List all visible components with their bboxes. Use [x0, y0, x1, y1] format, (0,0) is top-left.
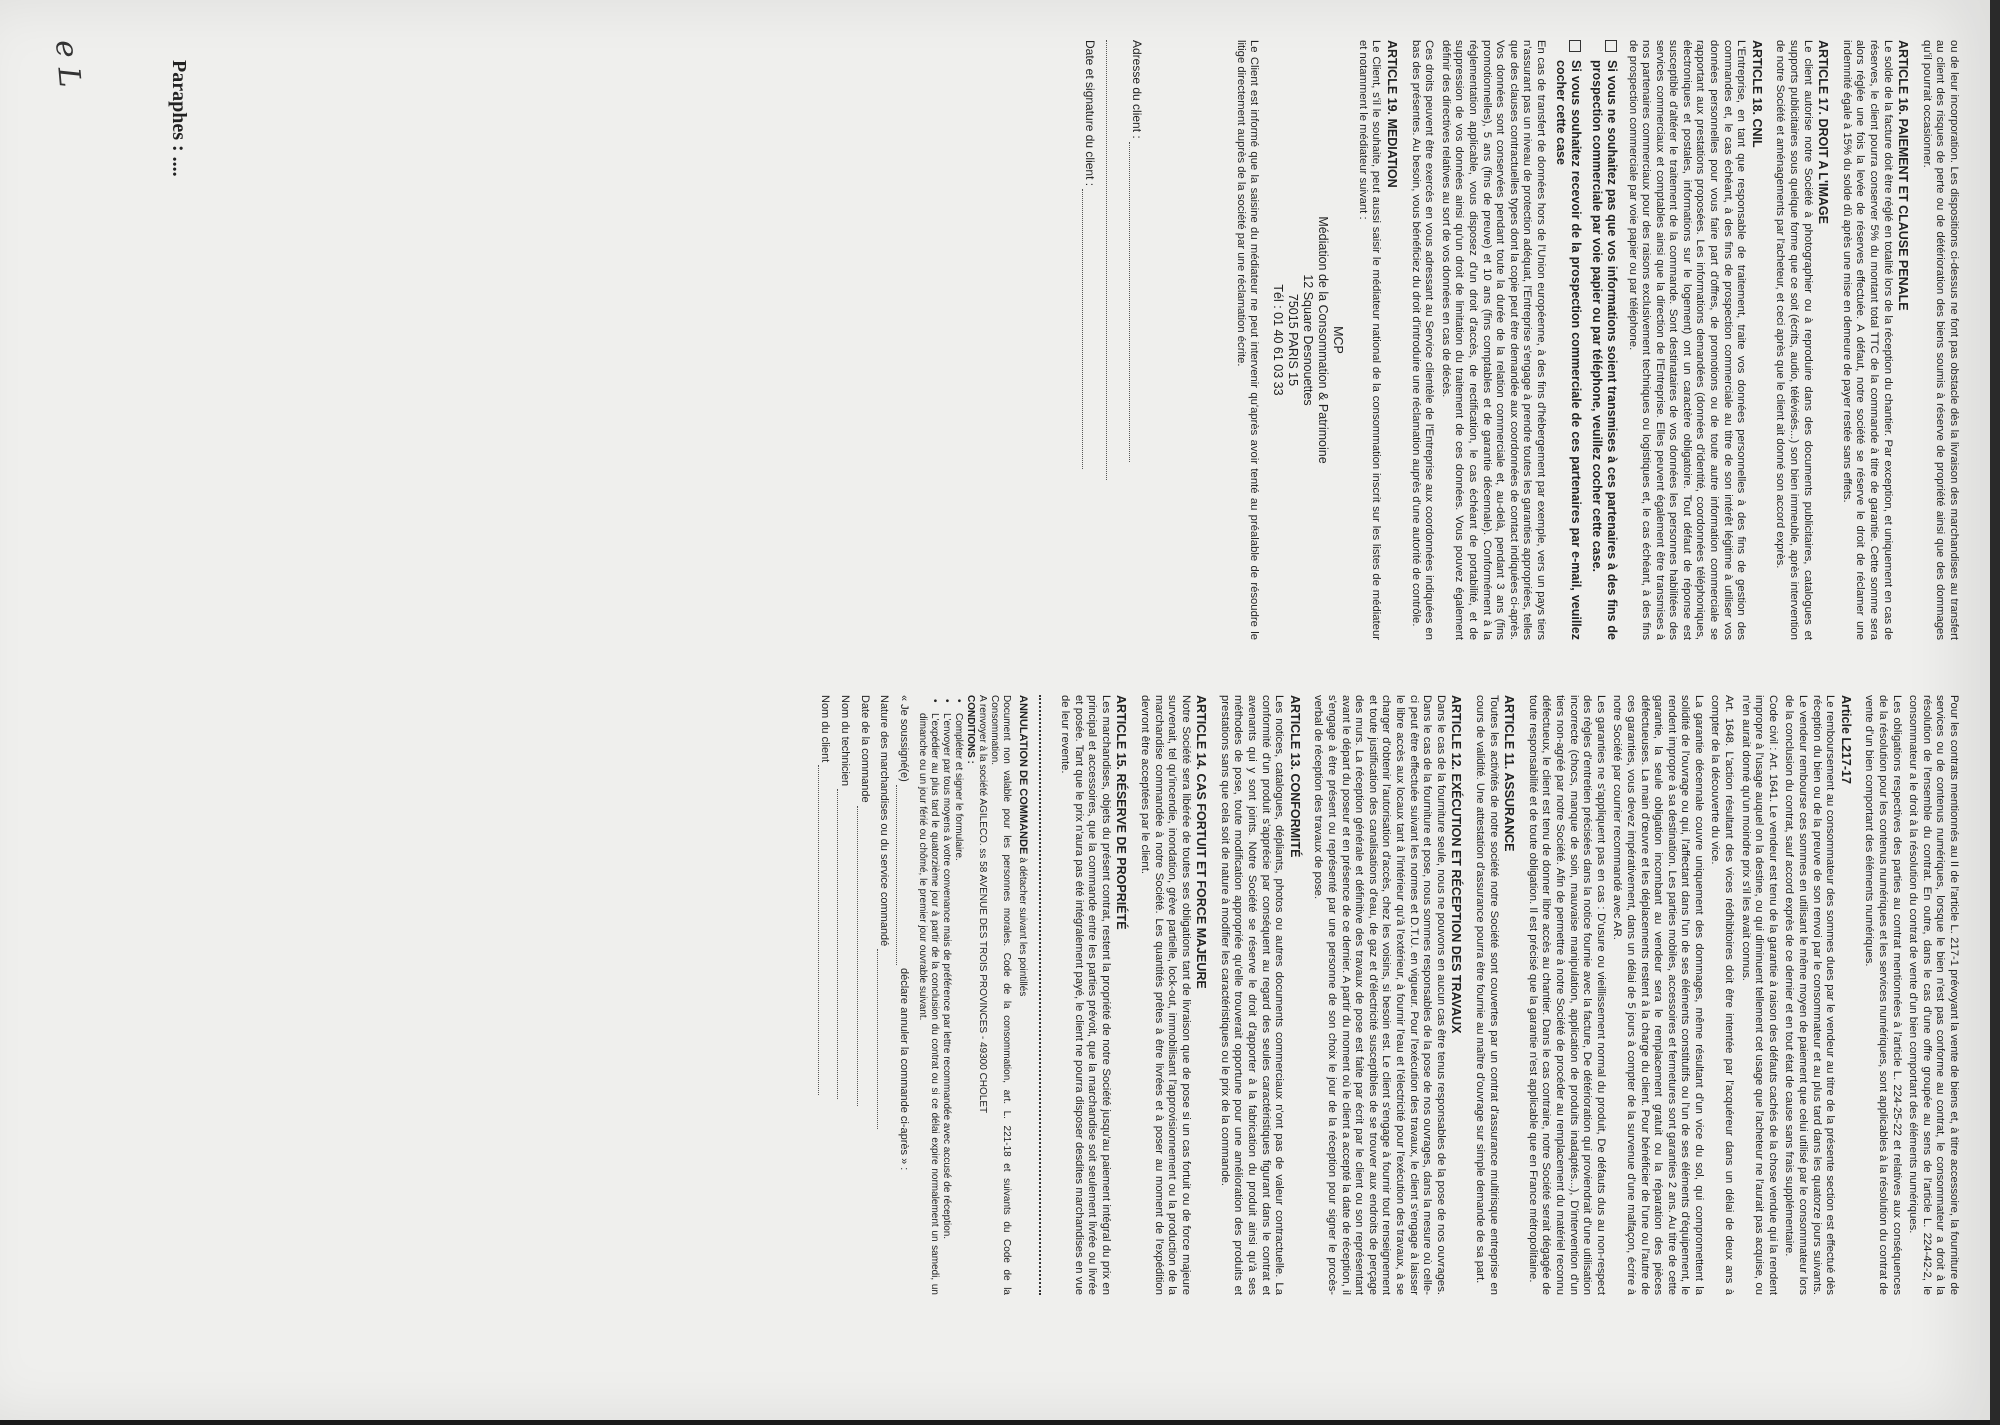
- mediator-address-block: [1270, 40, 1345, 640]
- nature-label: Nature des marchandises ou du service commandé: [878, 695, 891, 947]
- checkbox-partners-paper-label: Si vous ne souhaitez pas que vos informations soient transmises à ces partenaires à des fins de prospection commerciale par voie papier ou par téléphone, veuillez cocher cette case.: [1589, 60, 1619, 640]
- intro-paragraph: Pour les contrats mentionnés au II de l'article L. 217-1 prévoyant la vente de biens et, à titre accessoire, la fourniture de services ou de contenus numériques, lorsque le bien n'est pas conforme au contrat, le consommateur a droit à la résolution de l'ensemble du contrat. En outre, dans le cas d'une offre groupée au sens de l'article L. 224-42-2, le consommateur a le droit à la résolution du contrat de vente d'un bien comportant des éléments numériques.: [1907, 695, 1960, 1295]
- declare-prefix: « Je soussigné(e): [897, 695, 910, 782]
- article-11-text: Toutes les activités de notre société notre Société sont couvertes par un contrat d'assurance multirisque entreprise en cours de validité. Une attestation d'assurance pourra être fournie au maître d'ouvrage sur simple demande de sa part.: [1474, 695, 1500, 1295]
- mediator-org: Médiation de la Consommation & Patrimoine: [1316, 216, 1331, 464]
- form-conditions-label: CONDITIONS :: [964, 695, 976, 764]
- article-l217-17-text: Le remboursement au consommateur des sommes dues par le vendeur au titre de la présente section est effectué dès réception du bien ou de la preuve de son renvoi par le consommateur et au plus tard dans les quatorze jours suivants. Le vendeur rembourse ces sommes en utilisant le même moyen de paiement que celui utilisé par le consommateur lors de la conclusion du contrat, sauf accord exprès de ce dernier et en tout état de cause sans frais supplémentaire.: [1783, 695, 1837, 1295]
- reserve-continuation: ou de leur incorporation. Les dispositions ci-dessus ne font pas obstacle dès la livraison des marchandises au transfert au client des risques de perte ou de détérioration des biens soumis à réserve de propriété ainsi que des dommages qu'il pourrait occasionner.: [1920, 40, 1960, 640]
- article-16-text: Le solde de la facture doit être réglé en totalité lors de la réception du chantier. Par exception, et uniquement en cas de réserves, le client pourra conserver 5% du montant total TTC de la commande à titre de garantie. Cette somme sera alors réglée une fois la levée de réserves effectuée. A défaut, notre société se réserve le droit de réclamer une indemnité égale à 15% du solde dû après une mise en demeure de payer restée sans effets.: [1840, 40, 1894, 640]
- client-field[interactable]: [818, 765, 830, 1095]
- address-field-line-2[interactable]: [1106, 40, 1118, 480]
- checkbox-row-partners-email: [1553, 40, 1583, 640]
- mediator-city: 75015 PARIS 15: [1286, 293, 1301, 387]
- article-12-text: Dans le cas de la fourniture seule, nous ne pouvons en aucun cas être tenus responsables de la pose de nos ouvrages. Dans le cas de la fourniture et pose, nous sommes responsables de la pose de nos ouvrages, dans la mesure où celle-ci peut être effectuée suivant les normes et D.T.U. en vigueur. Pour l'exécution des travaux, le client s'engage à laisser le libre accès aux locaux tant à l'intérieur qu'à l'extérieur, à fournir l'eau et l'électricité pour l'exécution des travaux, à se charger d'obtenir l'autorisation d'accès, chez les voisins, si besoin est. Le client s'engage à fournir tout renseignement et toute justification des canalisations d'eau, de gaz et d'électricité susceptibles de se trouver aux endroits de perçage des murs. La réception générale et définitive des travaux de pose est faite par écrit par le client ou son représentant avant le départ du poseur et en présence de ce dernier. A partir du moment où le client a accepté la date de réception, il s'engage à être présent ou représenté par une personne de son choix le jour de la réception pour signer le procès-verbal de réception des travaux de pose.: [1312, 695, 1447, 1295]
- date-row: [857, 695, 871, 1295]
- soussigne-field[interactable]: [896, 785, 908, 965]
- technicien-label: Nom du technicien: [839, 695, 851, 787]
- checkbox-partners-email[interactable]: [1569, 40, 1581, 52]
- signature-label: Date et signature du client :: [1082, 40, 1097, 187]
- rights-paragraph: Ces droits peuvent être exercés en vous adressant au Service clientèle de l'Entreprise aux coordonnées indiquées en bas des présentes. Au besoin, vous bénéficiez du droit d'introduire une réclamation auprès d'une autorité de contrôle.: [1409, 40, 1436, 640]
- article-17-text: Le client autorise notre Société à photographier ou à reproduire dans des documents publicitaires, catalogues et supports publicitaires sous quelque forme que ce soit (écrits, audio, télévisés...) son bien immeuble, après intervention de notre Société et aménagements par l'acheteur, et ceci après que le client ait donné son accord exprès.: [1774, 40, 1814, 640]
- article-14-title: ARTICLE 14. CAS FORTUIT ET FORCE MAJEURE: [1194, 695, 1209, 989]
- mediation-closing: Le Client est informé que la saisine du médiateur ne peut intervenir qu'après avoir tenté au préalable de résoudre le litige directement auprès de la société par une réclamation écrite.: [1234, 40, 1261, 640]
- client-label: Nom du client: [819, 695, 832, 763]
- form-condition-3: • L'expédier au plus tard le quatorzième jour à partir de la conclusion du contrat ou si ce délai expire normalement un samedi, un dimanche ou un jour férié ou chômé, le premier jour ouvrable suivant.: [916, 695, 940, 1295]
- data-transfer-paragraph: En cas de transfert de données hors de l'Union européenne, à des fins d'hébergement par exemple, vers un pays tiers n'assurant pas un niveau de protection adéquat, l'Entreprise s'engage à prendre toutes les garanties appropriées, telles que des clauses contractuelles types dont la copie peut être demandée aux coordonnées de contact indiquées ci-après. Vos données sont conservées pendant toute la durée de la relation commerciale et, au-delà, pendant 3 ans (fins promotionnelles), 5 ans (fins de preuve) et 10 ans (fins comptables et de garantie décennale). Conformément à la réglementation applicable, vous disposez d'un droit d'accès, de rectification, le cas échéant de portabilité, et de suppression de vos données ainsi qu'un droit de limitation du traitement de ces données. Vous pouvez également définir des directives relatives au sort de vos données en cas de décès.: [1439, 40, 1547, 640]
- left-text-column: [812, 695, 1960, 1295]
- article-14-text: Notre Société sera libérée de toutes ses obligations tant de livraison que de pose si un cas fortuit ou de force majeure survenait, tel qu'incendie, inondation, grève partielle, lock-out, immobilisant l'approvisionnement ou la production de la marchandise commandée à notre Société. Les quantités prêtes à être livrées et à poser au moment de l'expédition devront être acceptées par le client.: [1138, 695, 1192, 1295]
- checkbox-partners-email-label: Si vous souhaitez recevoir de la prospection commerciale de ces partenaires par e-mail, veuillez cocher cette case: [1553, 60, 1583, 640]
- checkbox-partners-paper[interactable]: [1605, 40, 1617, 52]
- address-label: Adresse du client :: [1130, 40, 1145, 139]
- article-13-title: ARTICLE 13. CONFORMITÉ: [1287, 695, 1302, 858]
- article-19-title: ARTICLE 19. MEDIATION: [1385, 40, 1399, 188]
- article-12-title: ARTICLE 12. EXÉCUTION ET RÉCEPTION DES TRAVAUX: [1449, 695, 1464, 1034]
- form-title-suffix: à détacher suivant les pointillés: [1017, 857, 1029, 997]
- date-label: Date de la commande: [858, 695, 871, 803]
- technicien-row: [837, 695, 851, 1295]
- technicien-field[interactable]: [837, 789, 849, 1099]
- obligations-paragraph: Les obligations respectives des parties au contrat mentionnées à l'article L. 224-25-22 et relatives aux conséquences de la résolution pour les contenus numériques et les services numériques, sont applicables à la résolution du contrat de vente d'un bien comportant des éléments numériques.: [1863, 695, 1903, 1295]
- nature-field[interactable]: [877, 949, 889, 1129]
- article-13-text: Les notices, catalogues, dépliants, photos ou autres documents commerciaux n'ont pas de valeur contractuelle. La conformité d'un produit s'apprécie par conséquent au regard des seules caractéristiques figurant dans le contrat et avenants qui y sont joints. Notre Société se réserve le droit d'apporter à la fabrication du produit ainsi qu'à ses méthodes de pose, toute modification appropriée qu'elle trouverait opportune pour une amélioration des produits et prestations sans que cela soit de nature à modifier les caractéristiques ou le prix de la commande.: [1218, 695, 1286, 1295]
- garantie-paragraph: La garantie décennale couvre uniquement des dommages, même résultant d'un vice du sol, qui compromettent la solidité de l'ouvrage ou qui, l'affectant dans l'un de ses éléments constitutifs ou l'un de ses éléments d'équipement, le rendent impropre à sa destination. Les parties mobiles, accessoires et fermetures sont garanties 2 ans. Au titre de cette garantie, la seule obligation incombant au vendeur sera le remplacement gratuit ou la réparation des pièces défectueuses. La main d'œuvre et les déplacements restent à la charge du client. Pour bénéficier de l'une ou l'autre de ces garanties, vous devez impérativement, dans un délai de 5 jours à compter de la survenue d'une malfaçon, écrire à notre Société par courrier recommandé avec AR.: [1611, 695, 1705, 1295]
- mediator-name: MCP: [1331, 326, 1346, 354]
- right-text-column: [1074, 40, 1960, 640]
- paraphes-label: Paraphes : ....: [168, 60, 190, 177]
- article-16-title: ARTICLE 16. PAIEMENT ET CLAUSE PENALE: [1896, 40, 1911, 311]
- declare-suffix: déclare annuler la commande ci-après » :: [897, 967, 910, 1171]
- client-address-block: [1082, 40, 1143, 640]
- form-document-note: Document non valable pour les personnes morales. Code de la consommation, art. L. 221-18 et suivants du Code de la Consommation.: [988, 695, 1012, 1295]
- article-l217-17-title: Article L217-17: [1838, 695, 1853, 784]
- mediator-phone: Tél : 01 40 61 03 33: [1271, 284, 1286, 396]
- date-field[interactable]: [857, 806, 869, 1106]
- form-send-to: A renvoyer à la société AGILECO. ss 58 AVENUE DES TROIS PROVINCES - 49300 CHOLET: [976, 695, 988, 1114]
- declare-row: [896, 695, 910, 1295]
- client-row: [818, 695, 832, 1295]
- cancellation-form: [818, 695, 1030, 1295]
- signature-field[interactable]: [1082, 189, 1094, 469]
- cut-line: [1039, 695, 1041, 1295]
- article-17-title: ARTICLE 17. DROIT A L'IMAGE: [1816, 40, 1831, 224]
- address-field[interactable]: [1129, 142, 1141, 462]
- form-title: ANNULATION DE COMMANDE: [1017, 695, 1030, 855]
- article-15-text: Les marchandises, objets du présent contrat, restent la propriété de notre Société jusqu'au paiement intégral du prix en principal et accessoires, que la commande entre les parties prévoit, que la marchandise soit seulement livrée ou livrée et posée. Tant que le prix n'aura pas été intégralement payé, le client ne pourra disposer desdites marchandises en vue de leur revente.: [1058, 695, 1112, 1295]
- code-civil-1648: Art. 1648. L'action résultant des vices rédhibitoires doit être intentée par l'acquéreur dans un délai de deux ans à compter de la découverte du vice.: [1709, 695, 1736, 1295]
- article-18-text: L'Entreprise, en tant que responsable de traitement, traite vos données personnelles à des fins de gestion des commandes et, le cas échéant, à des fins de prospection commerciale au titre de son intérêt légitime à utiliser vos données personnelles pour vous faire part d'offres, de promotions ou de toute autre information commerciale se rapportant aux prestations proposées. Les informations demandées (données d'identité, coordonnées téléphoniques, électroniques et postales, informations sur le logement) ont un caractère obligatoire. Tout défaut de réponse est susceptible d'altérer le traitement de la commande. Sont destinataires de vos données les personnes habilitées des services commerciaux et comptables ainsi que la direction de l'Entreprise. Elles peuvent également être transmises à nos partenaires commerciaux pour des raisons exclusivement techniques ou logistiques et, le cas échéant, à des fins de prospection commerciale par voie papier ou par téléphone.: [1626, 40, 1748, 640]
- mediator-street: 12 Square Desnouettes: [1301, 274, 1316, 406]
- garanties-exclusions: Les garanties ne s'appliquent pas en cas : D'usure ou vieillissement normal du produit, De défauts dus au non-respect des règles d'entretien précisées dans la notice fournie avec la facture, De détérioration qui proviendrait d'une utilisation incorrecte (chocs, manque de soin, mauvaise manipulation, application de produits inadaptés...), D'intervention d'un tiers non-agréé par notre Société. Afin de permettre à notre Société de procéder au remplacement du matériel reconnu défectueux, le client est tenu de donner libre accès au chantier. Dans le cas contraire, notre Société serait dégagée de toute responsabilité et de toute obligation. Il est précisé que la garantie n'est applicable que en France métropolitaine.: [1526, 695, 1607, 1295]
- rotated-document-page: [10, 0, 2000, 1425]
- form-condition-1: • Compléter et signer le formulaire.: [952, 695, 964, 1295]
- nature-row: [877, 695, 891, 1295]
- handwritten-initials: e L: [48, 38, 87, 89]
- article-19-text: Le Client, s'il le souhaite, peut aussi saisir le médiateur national de la consommation inscrit sur les listes de médiateur et notamment le médiateur suivant :: [1356, 40, 1383, 640]
- checkbox-row-partners-paper: [1589, 40, 1619, 640]
- code-civil-1641: Code civil : Art. 1641. Le vendeur est tenu de la garantie à raison des défauts cachés de la chose vendue qui la rendent impropre à l'usage auquel on la destine, ou qui diminuent tellement cet usage que l'acheteur ne l'aurait pas acquise, ou n'en aurait donné qu'un moindre prix s'il les avait connus.: [1739, 695, 1779, 1295]
- form-condition-2: • L'envoyer par tous moyens à votre convenance mais de préférence par lettre recommandée avec accusé de réception.: [940, 695, 952, 1295]
- article-11-title: ARTICLE 11. ASSURANCE: [1502, 695, 1517, 852]
- article-18-title: ARTICLE 18. CNIL: [1749, 40, 1764, 148]
- article-15-title: ARTICLE 15. RÉSERVE DE PROPRIÉTÉ: [1114, 695, 1129, 930]
